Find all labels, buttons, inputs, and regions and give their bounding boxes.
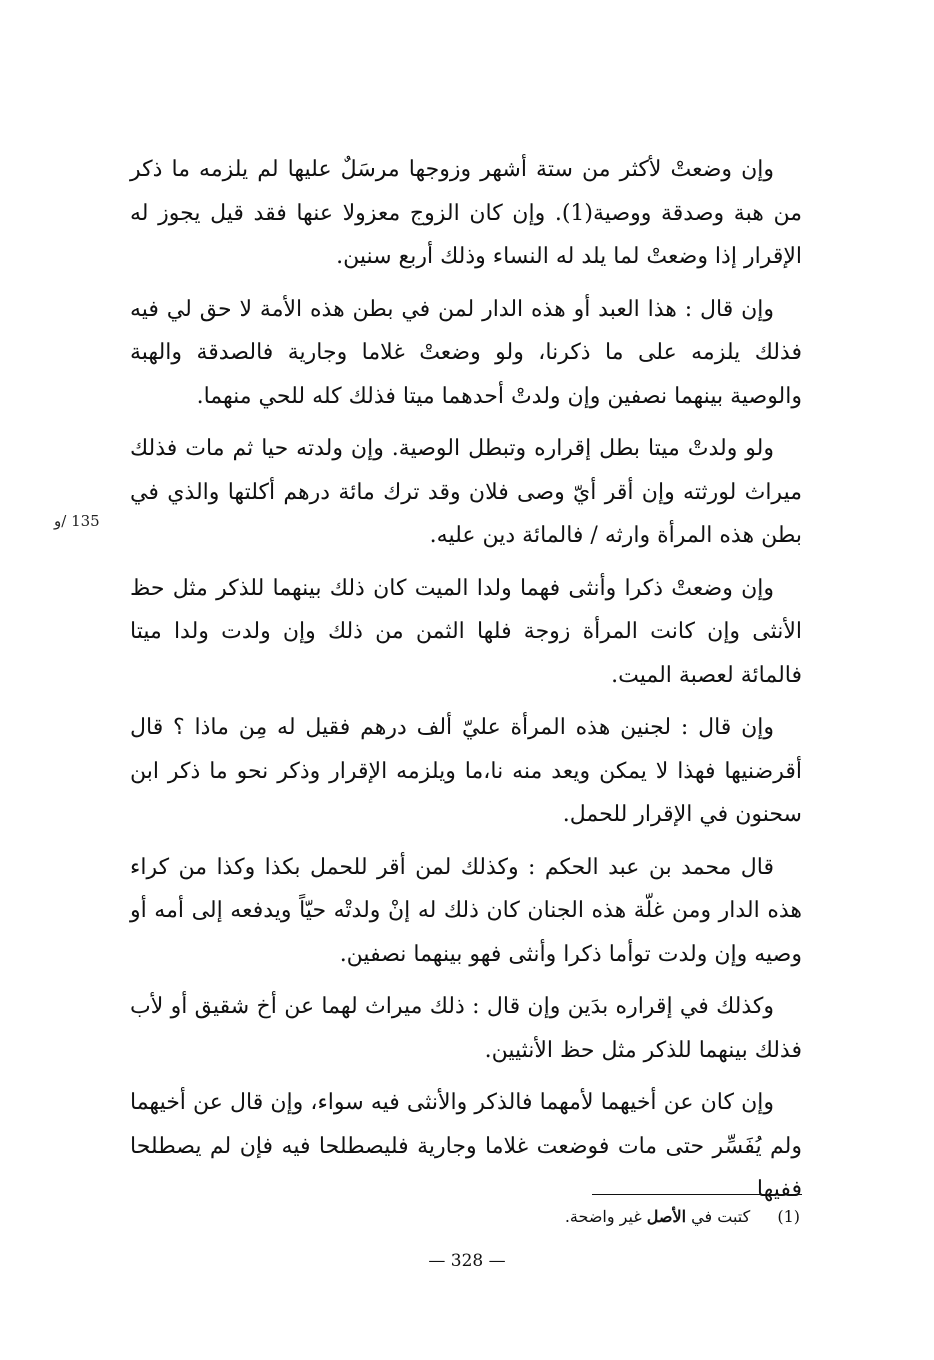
paragraph-7: وكذلك في إقراره بدَين وإن قال : ذلك ميراث لهما عن أخ شقيق أو لأب فذلك بينهما للذكر مثل حظ الأنثيين.	[130, 994, 802, 1063]
paragraph-6: قال محمد بن عبد الحكم : وكذلك لمن أقر للحمل بكذا وكذا من كراء هذه الدار ومن غلّة هذه الجنان كان ذلك له إنْ ولدتْه حيّاً ويدفعه إلى أمه أو وصيه وإن ولدت توأما ذكرا وأنثى فهو بينهما نصفين.	[130, 854, 802, 967]
footnote-divider	[592, 1194, 802, 1195]
page-number: — 328 —	[428, 1251, 506, 1271]
main-text-block	[130, 148, 802, 1221]
footnote-text-bold: الأصل	[646, 1207, 687, 1226]
manuscript-folio-note: 135 /و	[54, 512, 100, 530]
paragraph-1: وإن وضعتْ لأكثر من ستة أشهر وزوجها مرسَلٌ عليها لم يلزمه ما ذكر من هبة وصدقة ووصية(1). وإن كان الزوج معزولا عنها فقد قيل يجوز له الإقرار إذا وضعتْ لما يلد له النساء وذلك أربع سنين.	[130, 157, 802, 269]
paragraph-8: وإن كان عن أخيهما لأمهما فالذكر والأنثى فيه سواء، وإن قال عن أخيهما ولم يُفَسِّر حتى مات فوضعت غلاما وجارية فليصطلحا فيه فإن لم يصطلحا ففيها	[130, 1090, 802, 1202]
paragraph-3: ولو ولدتْ ميتا بطل إقراره وتبطل الوصية. وإن ولدته حيا ثم مات فذلك ميراث لورثته وإن أقر أيّ وصى فلان وقد ترك مائة درهم أكلتها والذي في بطن هذه المرأة وارثه / فالمائة دين عليه.	[130, 436, 802, 548]
footnote	[565, 1207, 800, 1226]
paragraph-4: وإن وضعتْ ذكرا وأنثى فهما ولدا الميت كان ذلك بينهما للذكر مثل حظ الأنثى وإن كانت المرأة زوجة فلها الثمن من ذلك وإن ولدت ولدا ميتا فالمائة لعصبة الميت.	[130, 575, 802, 688]
footnote-text-end: غير واضحة.	[564, 1207, 642, 1226]
paragraph-2: وإن قال : هذا العبد أو هذه الدار لمن في بطن هذه الأمة لا حق لي فيه فذلك يلزمه على ما ذكرنا، ولو وضعتْ غلاما وجارية فالصدقة والهبة والوصية بينهما نصفين وإن ولدتْ أحدهما ميتا فذلك كله للحي منهما.	[130, 296, 802, 409]
paragraph-5: وإن قال : لجنين هذه المرأة عليّ ألف درهم فقيل له مِن ماذا ؟ قال أقرضنيها فهذا لا يمكن ويعد منه نا،ما ويلزمه الإقرار وذكر نحو ما ذكر ابن سحنون في الإقرار للحمل.	[130, 715, 802, 827]
footnote-number: (1)	[777, 1207, 800, 1226]
footnote-text-start: كتبت في	[691, 1207, 751, 1226]
